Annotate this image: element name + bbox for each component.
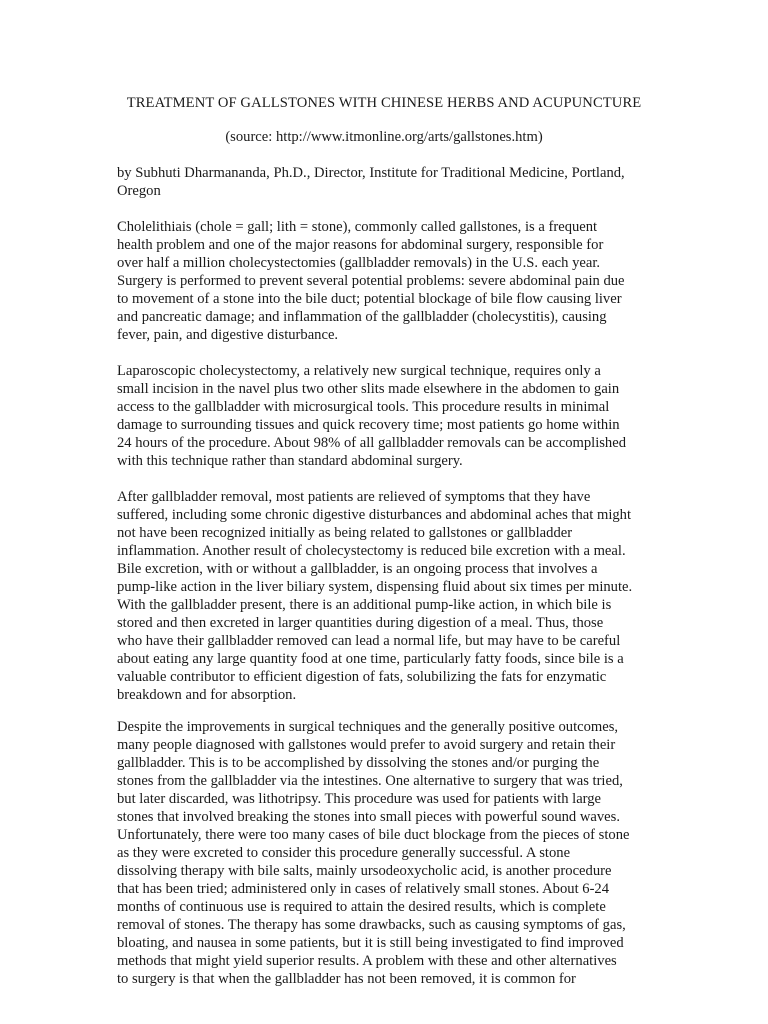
text-line: methods that might yield superior results. A problem with these and other alternatives xyxy=(117,953,617,969)
paragraph-after-removal xyxy=(117,488,657,704)
document-title: TREATMENT OF GALLSTONES WITH CHINESE HERBS AND ACUPUNCTURE xyxy=(126,95,642,111)
text-line: health problem and one of the major reasons for abdominal surgery, responsible for xyxy=(117,237,604,253)
text-line: dissolving therapy with bile salts, mainly ursodeoxycholic acid, is another procedure xyxy=(117,863,612,879)
byline-line: by Subhuti Dharmananda, Ph.D., Director, Institute for Traditional Medicine, Portland, xyxy=(117,165,625,181)
text-line: to movement of a stone into the bile duct; potential blockage of bile flow causing liver xyxy=(117,291,622,307)
text-line: bloating, and nausea in some patients, but it is still being investigated to find improved xyxy=(117,935,624,951)
text-line: With the gallbladder present, there is an additional pump-like action, in which bile is xyxy=(117,597,612,613)
text-line: to surgery is that when the gallbladder has not been removed, it is common for xyxy=(117,971,576,987)
paragraph-cholelithiasis xyxy=(117,218,657,344)
text-line: many people diagnosed with gallstones would prefer to avoid surgery and retain their xyxy=(117,737,616,753)
text-line: breakdown and for absorption. xyxy=(117,687,297,703)
text-line: as they were excreted to consider this procedure generally successful. A stone xyxy=(117,845,571,861)
paragraph-alternatives xyxy=(117,718,657,988)
text-line: over half a million cholecystectomies (gallbladder removals) in the U.S. each year. xyxy=(117,255,601,271)
text-line: who have their gallbladder removed can lead a normal life, but may have to be careful xyxy=(117,633,621,649)
text-line: damage to surrounding tissues and quick recovery time; most patients go home within xyxy=(117,417,620,433)
text-line: Laparoscopic cholecystectomy, a relatively new surgical technique, requires only a xyxy=(117,363,601,379)
text-line: suffered, including some chronic digestive disturbances and abdominal aches that might xyxy=(117,507,632,523)
text-line: that has been tried; administered only in cases of relatively small stones. About 6-24 xyxy=(117,881,610,897)
paragraph-laparoscopic xyxy=(117,362,657,470)
text-line: After gallbladder removal, most patients are relieved of symptoms that they have xyxy=(117,489,591,505)
text-line: access to the gallbladder with microsurgical tools. This procedure results in minimal xyxy=(117,399,610,415)
text-line: months of continuous use is required to attain the desired results, which is complete xyxy=(117,899,606,915)
text-line: valuable contributor to efficient digestion of fats, solubilizing the fats for enzymatic xyxy=(117,669,607,685)
text-line: Cholelithiais (chole = gall; lith = stone), commonly called gallstones, is a frequent xyxy=(117,219,598,235)
text-line: 24 hours of the procedure. About 98% of all gallbladder removals can be accomplished xyxy=(117,435,626,451)
text-line: Bile excretion, with or without a gallbladder, is an ongoing process that involves a xyxy=(117,561,598,577)
text-line: inflammation. Another result of cholecystectomy is reduced bile excretion with a meal. xyxy=(117,543,626,559)
source-citation: (source: http://www.itmonline.org/arts/gallstones.htm) xyxy=(225,129,543,145)
text-line: about eating any large quantity food at one time, particularly fatty foods, since bile is a xyxy=(117,651,624,667)
text-line: but later discarded, was lithotripsy. This procedure was used for patients with large xyxy=(117,791,602,807)
text-line: stones from the gallbladder via the intestines. One alternative to surgery that was tried, xyxy=(117,773,623,789)
text-line: stored and then excreted in larger quantities during digestion of a meal. Thus, those xyxy=(117,615,604,631)
text-line: small incision in the navel plus two other slits made elsewhere in the abdomen to gain xyxy=(117,381,620,397)
text-line: removal of stones. The therapy has some drawbacks, such as causing symptoms of gas, xyxy=(117,917,626,933)
text-line: stones that involved breaking the stones into small pieces with powerful sound waves. xyxy=(117,809,620,825)
byline-line: Oregon xyxy=(117,183,161,199)
text-line: Despite the improvements in surgical techniques and the generally positive outcomes, xyxy=(117,719,619,735)
author-byline xyxy=(117,164,657,200)
text-line: fever, pain, and digestive disturbance. xyxy=(117,327,339,343)
text-line: not have been recognized initially as being related to gallstones or gallbladder xyxy=(117,525,573,541)
text-line: pump-like action in the liver biliary system, dispensing fluid about six times per minute. xyxy=(117,579,633,595)
text-line: gallbladder. This is to be accomplished by dissolving the stones and/or purging the xyxy=(117,755,600,771)
text-line: with this technique rather than standard abdominal surgery. xyxy=(117,453,463,469)
text-line: Unfortunately, there were too many cases of bile duct blockage from the pieces of stone xyxy=(117,827,630,843)
text-line: Surgery is performed to prevent several potential problems: severe abdominal pain due xyxy=(117,273,625,289)
text-line: and pancreatic damage; and inflammation of the gallbladder (cholecystitis), causing xyxy=(117,309,607,325)
